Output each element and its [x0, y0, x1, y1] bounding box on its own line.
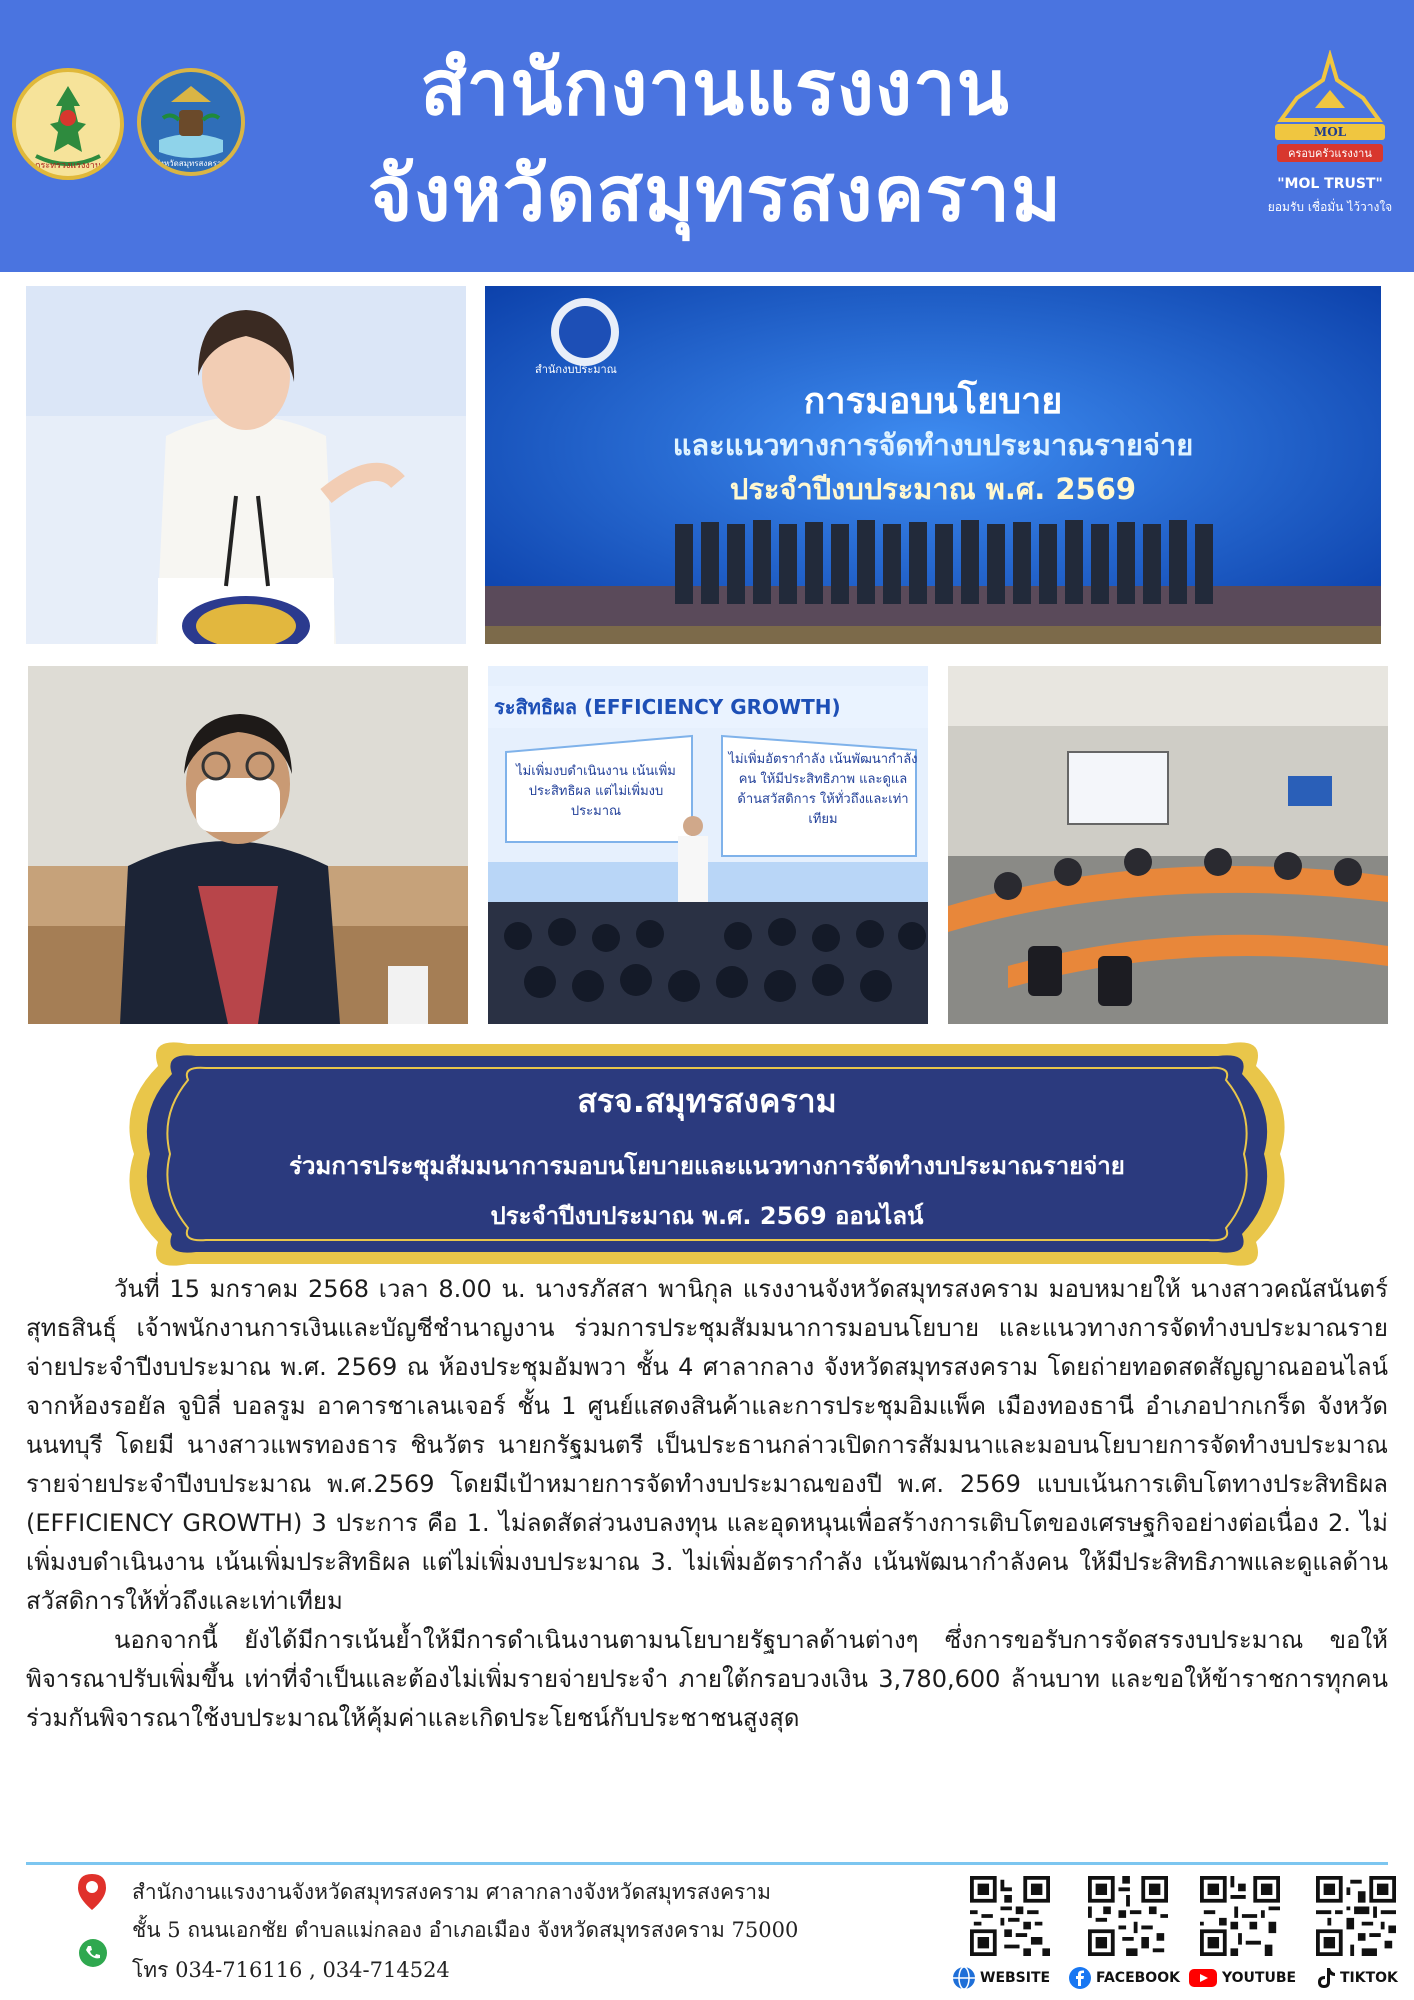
ministry-of-labour-logo [12, 68, 124, 180]
phone-icon [78, 1938, 108, 1968]
page-title-line-1: สำนักงานแรงงาน [420, 43, 1010, 132]
footer-divider [26, 1862, 1388, 1865]
stage-banner-line-3: ประจำปีงบประมาณ พ.ศ. 2569 [729, 472, 1137, 506]
svg-text:จังหวัดสมุทรสงคราม: จังหวัดสมุทรสงคราม [155, 159, 227, 168]
footer-link-label: TIKTOK [1340, 1970, 1398, 1986]
footer-link-label: WEBSITE [980, 1970, 1051, 1986]
footer-link-label: YOUTUBE [1222, 1970, 1297, 1986]
photo-meeting-room-amphawa [948, 666, 1388, 1024]
heading-line-2: ประจำปีงบประมาณ พ.ศ. 2569 ออนไลน์ [490, 1202, 924, 1230]
footer-link-tiktok[interactable] [1316, 1964, 1398, 1992]
footer-address-line-1: สำนักงานแรงงานจังหวัดสมุทรสงคราม ศาลากลางจังหวัดสมุทรสงคราม [132, 1880, 771, 1904]
mol-slogan: ยอมรับ เชื่อมั่น ไว้วางใจ [1267, 200, 1393, 214]
efficiency-point-manpower: ไม่เพิ่มอัตรากำลัง เน้นพัฒนากำลังคน ให้มีประสิทธิภาพ และดูแลด้านสวัสดิการ ให้ทั่วถึงและเท่าเทียม [728, 752, 918, 827]
page-title-line-2: จังหวัดสมุทรสงคราม [367, 149, 1063, 238]
efficiency-growth-heading: ระสิทธิผล (EFFICIENCY GROWTH) [488, 686, 928, 728]
page-header [0, 0, 1414, 272]
footer-link-website[interactable] [952, 1964, 1050, 1992]
photo-prime-minister-speaking [26, 286, 466, 644]
heading-agency: สรจ.สมุทรสงคราม [577, 1082, 837, 1120]
photo-budget-policy-stage [485, 286, 1381, 644]
efficiency-point-operating-budget: ไม่เพิ่มงบดำเนินงาน เน้นเพิ่มประสิทธิผล แต่ไม่เพิ่มงบประมาณ [516, 764, 676, 819]
facebook-qr-code[interactable] [1088, 1876, 1168, 1956]
youtube-icon [1188, 1966, 1218, 1990]
photo-staff-attending-online [28, 666, 468, 1024]
mol-trust-label: "MOL TRUST" [1277, 176, 1383, 192]
footer-address-line-2: ชั้น 5 ถนนเอกชัย ตำบลแม่กลอง อำเภอเมือง จังหวัดสมุทรสงคราม 75000 [132, 1918, 799, 1942]
svg-text:กระทรวงแรงงาน: กระทรวงแรงงาน [35, 161, 101, 171]
footer-phone: โทร 034-716116 , 034-714524 [132, 1958, 450, 1982]
stage-banner-line-2: และแนวทางการจัดทำงบประมาณรายจ่าย [672, 428, 1194, 462]
budget-bureau-label: สำนักงบประมาณ [535, 363, 617, 376]
location-pin-icon [76, 1872, 108, 1912]
news-body [26, 1270, 1388, 1738]
tiktok-qr-code[interactable] [1316, 1876, 1396, 1956]
globe-icon [952, 1966, 976, 1990]
youtube-qr-code[interactable] [1200, 1876, 1280, 1956]
mol-trust-logo [1255, 50, 1405, 225]
news-paragraph-1: วันที่ 15 มกราคม 2568 เวลา 8.00 น. นางรภัสสา พานิกุล แรงงานจังหวัดสมุทรสงคราม มอบหมายให้ นางสาวคณัสนันตร์ สุทธสินธุ์ เจ้าพนักงานการเงินและบัญชีชำนาญงาน ร่วมการประชุมสัมมนาการมอบนโยบาย และแนวทางการจัดทำงบประมาณรายจ่ายประจำปีงบประมาณ พ.ศ. 2569 ณ ห้องประชุมอัมพวา ชั้น 4 ศาลากลาง จังหวัดสมุทรสงคราม โดยถ่ายทอดสดสัญญาณออนไลน์ จากห้องรอยัล จูบิลี่ บอลรูม อาคารชาเลนเจอร์ ชั้น 1 ศูนย์แสดงสินค้าและการประชุมอิมแพ็ค เมืองทองธานี อำเภอปากเกร็ด จังหวัดนนทบุรี โดยมี นางสาวแพรทองธาร ชินวัตร นายกรัฐมนตรี เป็นประธานกล่าวเปิดการสัมมนาและมอบนโยบายการจัดทำงบประมาณรายจ่ายประจำปีงบประมาณ พ.ศ.2569 โดยมีเป้าหมายการจัดทำงบประมาณของปี พ.ศ. 2569 แบบเน้นการเติบโตทางประสิทธิผล (EFFICIENCY GROWTH) 3 ประการ คือ 1. ไม่ลดสัดส่วนงบลงทุน และอุดหนุนเพื่อสร้างการเติบโตของเศรษฐกิจอย่างต่อเนื่อง 2. ไม่เพิ่มงบดำเนินงาน เน้นเพิ่มประสิทธิผล แต่ไม่เพิ่มงบประมาณ 3. ไม่เพิ่มอัตรากำลัง เน้นพัฒนากำลังคน ให้มีประสิทธิภาพและดูแลด้านสวัสดิการให้ทั่วถึงและเท่าเทียม [26, 1275, 1388, 1615]
svg-text:ครอบครัวแรงงาน: ครอบครัวแรงงาน [1288, 147, 1372, 160]
footer-link-label: FACEBOOK [1096, 1970, 1180, 1986]
heading-line-1: ร่วมการประชุมสัมมนาการมอบนโยบายและแนวทางการจัดทำงบประมาณรายจ่าย [289, 1152, 1125, 1180]
facebook-icon [1068, 1966, 1092, 1990]
tiktok-icon [1316, 1966, 1336, 1990]
stage-banner-line-1: การมอบนโยบาย [803, 381, 1063, 422]
svg-text:MOL: MOL [1313, 125, 1347, 139]
footer-link-facebook[interactable] [1068, 1964, 1180, 1992]
photo-efficiency-growth-presentation [488, 666, 928, 1024]
samut-songkhram-province-logo [137, 68, 245, 176]
footer-link-youtube[interactable] [1188, 1964, 1296, 1992]
website-qr-code[interactable] [970, 1876, 1050, 1956]
news-paragraph-2: นอกจากนี้ ยังได้มีการเน้นย้ำให้มีการดำเนินงานตามนโยบายรัฐบาลด้านต่างๆ ซึ่งการขอรับการจัดสรรงบประมาณ ขอให้พิจารณาปรับเพิ่มขึ้น เท่าที่จำเป็นและต้องไม่เพิ่มรายจ่ายประจำ ภายใต้กรอบวงเงิน 3,780,600 ล้านบาท และขอให้ข้าราชการทุกคนร่วมกันพิจารณาใช้งบประมาณให้คุ้มค่าและเกิดประโยชน์กับประชาชนสูงสุด [26, 1626, 1388, 1732]
